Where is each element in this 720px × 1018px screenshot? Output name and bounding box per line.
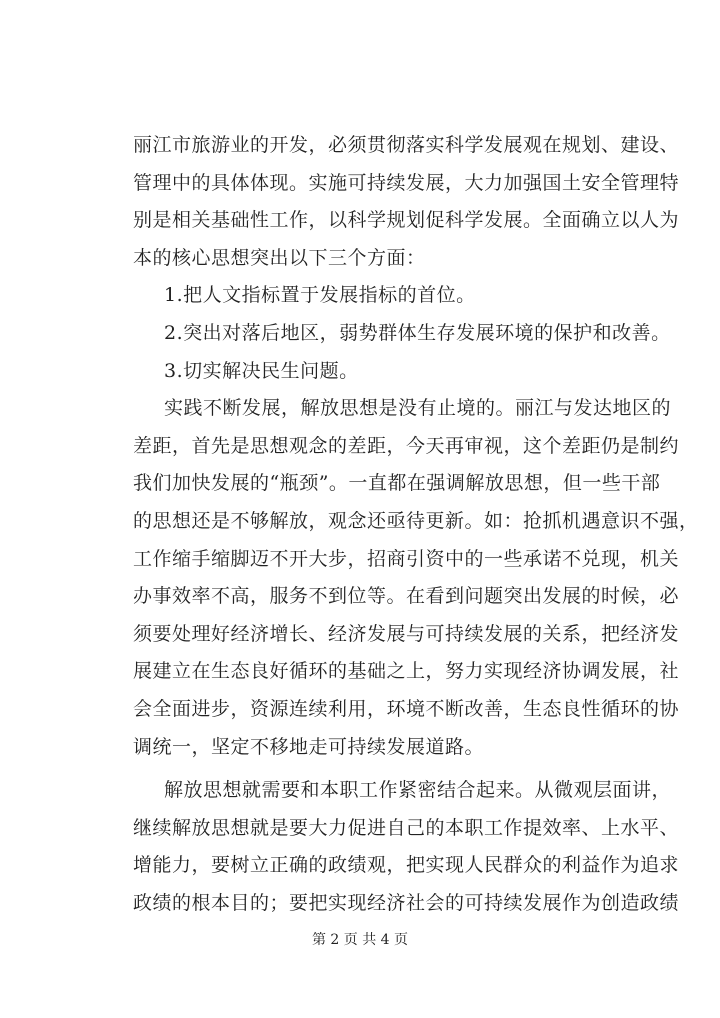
text-line: 管理中的具体体现。实施可持续发展，大力加强国土安全管理特 bbox=[133, 171, 680, 194]
text-line: 继续解放思想就是要大力促进自己的本职工作提效率、上水平、 bbox=[133, 816, 680, 839]
text-line: 会全面进步，资源连续利用，环境不断改善，生态良性循环的协 bbox=[133, 697, 680, 720]
text-line: 丽江市旅游业的开发，必须贯彻落实科学发展观在规划、建设、 bbox=[133, 134, 680, 156]
document-body bbox=[133, 127, 699, 922]
text-line: 政绩的根本目的；要把实现经济社会的可持续发展作为创造政绩 bbox=[133, 891, 680, 914]
text-line: 解放思想就需要和本职工作紧密结合起来。从微观层面讲， bbox=[164, 779, 672, 802]
page-number-footer: 第 2 页 共 4 页 bbox=[311, 932, 409, 948]
text-line: 须要处理好经济增长、经济发展与可持续发展的关系，把经济发 bbox=[133, 622, 680, 645]
text-line: 本的核心思想突出以下三个方面： bbox=[133, 246, 426, 269]
text-line: 展建立在生态良好循环的基础之上，努力实现经济协调发展，社 bbox=[133, 660, 680, 683]
text-line: 调统一，坚定不移地走可持续发展道路。 bbox=[133, 735, 485, 758]
text-line: 工作缩手缩脚迈不开大步，招商引资中的一些承诺不兑现，机关 bbox=[133, 547, 680, 570]
text-line: 差距，首先是思想观念的差距，今天再审视，这个差距仍是制约 bbox=[133, 434, 680, 457]
text-line: 我们加快发展的“瓶颈”。一直都在强调解放思想，但一些干部 bbox=[133, 472, 661, 495]
text-line: 实践不断发展，解放思想是没有止境的。丽江与发达地区的 bbox=[164, 397, 672, 420]
list-item: 3.切实解决民生问题。 bbox=[164, 359, 359, 382]
text-line: 办事效率不高，服务不到位等。在看到问题突出发展的时候，必 bbox=[133, 585, 680, 608]
list-item: 2.突出对落后地区，弱势群体生存发展环境的保护和改善。 bbox=[164, 321, 671, 344]
list-item: 1.把人文指标置于发展指标的首位。 bbox=[164, 284, 476, 307]
text-line: 增能力，要树立正确的政绩观，把实现人民群众的利益作为追求 bbox=[133, 854, 680, 877]
text-line: 的思想还是不够解放，观念还亟待更新。如：抢抓机遇意识不强， bbox=[133, 509, 699, 532]
text-line: 别是相关基础性工作，以科学规划促科学发展。全面确立以人为 bbox=[133, 209, 680, 232]
